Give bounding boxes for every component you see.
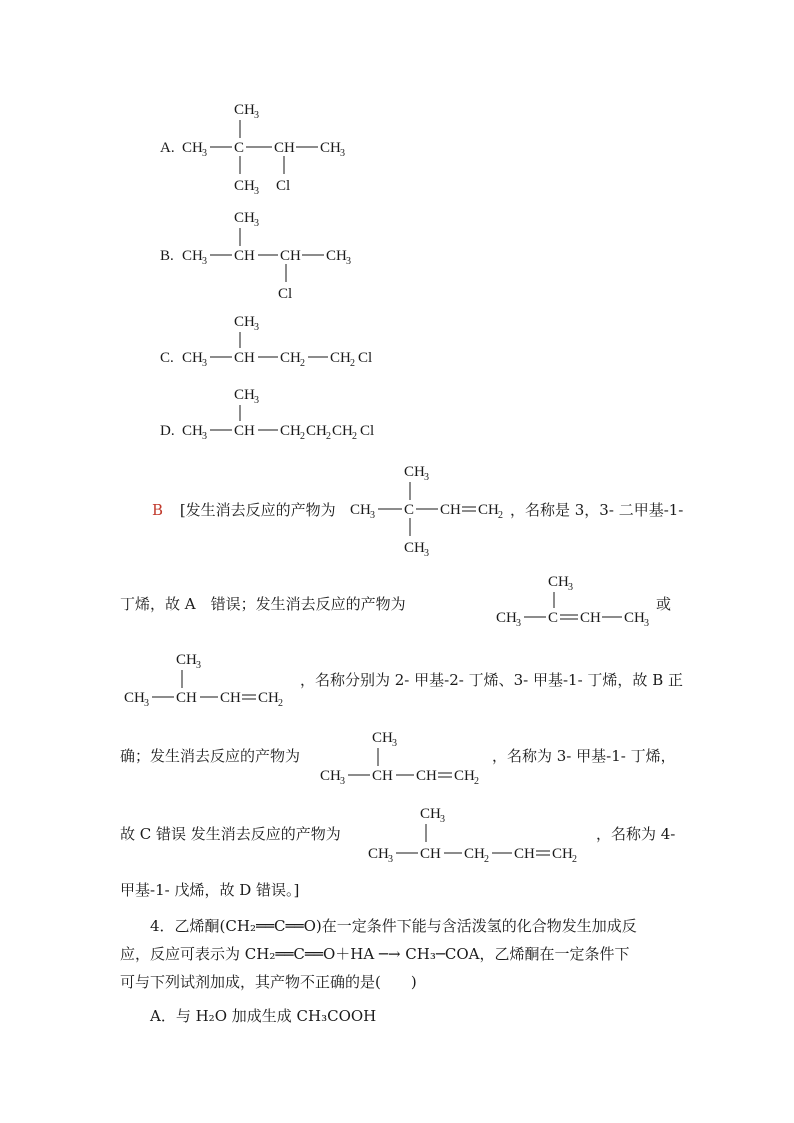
svg-text:CH: CH: [124, 690, 145, 706]
svg-text:3: 3: [424, 548, 429, 559]
svg-text:CH: CH: [330, 350, 351, 366]
svg-text:CH: CH: [258, 690, 279, 706]
answer-line-1-tail: ，名称是 3，3- 二甲基-1-: [510, 501, 684, 519]
svg-text:CH: CH: [306, 423, 327, 439]
answer-line-5: 故 C 错误 发生消去反应的产物为: [120, 825, 341, 843]
svg-text:CH: CH: [350, 502, 371, 518]
svg-text:CH: CH: [496, 610, 517, 626]
svg-text:3: 3: [340, 148, 345, 159]
svg-text:CH: CH: [464, 846, 485, 862]
answer-line-6: 甲基-1- 戊烯，故 D 错误。]: [120, 881, 300, 899]
svg-text:2: 2: [572, 854, 577, 865]
answer-line-4-tail: ，名称为 3- 甲基-1- 丁烯，: [492, 747, 676, 765]
svg-text:CH: CH: [548, 574, 569, 590]
svg-text:2: 2: [350, 358, 355, 369]
svg-text:3: 3: [370, 510, 375, 521]
svg-text:C: C: [234, 140, 245, 156]
svg-text:CH: CH: [234, 210, 255, 226]
svg-text:CH: CH: [234, 102, 255, 118]
svg-text:CH: CH: [176, 652, 197, 668]
svg-text:2: 2: [498, 510, 503, 521]
svg-text:2: 2: [352, 431, 357, 442]
svg-text:CH: CH: [182, 140, 203, 156]
svg-text:CH: CH: [332, 423, 353, 439]
svg-text:CH: CH: [182, 248, 203, 264]
svg-text:C: C: [548, 610, 559, 626]
svg-text:CH: CH: [372, 768, 393, 784]
svg-text:3: 3: [254, 110, 259, 121]
answer-line-5-tail: ，名称为 4-: [596, 825, 676, 843]
svg-text:C: C: [404, 502, 415, 518]
svg-text:2: 2: [484, 854, 489, 865]
svg-text:2: 2: [300, 431, 305, 442]
svg-text:3: 3: [254, 395, 259, 406]
answer-line-3-tail: ，名称分别为 2- 甲基-2- 丁烯、3- 甲基-1- 丁烯，故 B 正: [300, 671, 683, 689]
svg-text:3: 3: [516, 618, 521, 629]
svg-text:CH: CH: [234, 314, 255, 330]
svg-text:CH: CH: [234, 178, 255, 194]
svg-text:3: 3: [424, 472, 429, 483]
svg-text:3: 3: [202, 358, 207, 369]
option-b-formula: [160, 206, 400, 301]
question-4-line-1: 4．乙烯酮(CH₂══C══O)在一定条件下能与含活泼氢的化合物发生加成反: [150, 917, 637, 935]
svg-text:3: 3: [202, 256, 207, 267]
svg-text:CH: CH: [280, 248, 301, 264]
option-d-label: D.: [160, 423, 175, 439]
svg-text:Cl: Cl: [278, 286, 293, 302]
option-c-label: C.: [160, 350, 174, 366]
svg-text:CH: CH: [182, 423, 203, 439]
svg-text:3: 3: [254, 186, 259, 197]
product-5-formula: [368, 802, 598, 865]
svg-text:3: 3: [202, 148, 207, 159]
svg-text:3: 3: [388, 854, 393, 865]
svg-text:CH: CH: [416, 768, 437, 784]
svg-text:3: 3: [202, 431, 207, 442]
svg-text:3: 3: [568, 582, 573, 593]
svg-text:3: 3: [392, 738, 397, 749]
product-2-formula: [496, 568, 666, 628]
answer-line-1-text: [发生消去反应的产物为: [179, 501, 336, 519]
svg-text:CH: CH: [478, 502, 499, 518]
option-a-label: A.: [160, 140, 175, 156]
svg-text:CH: CH: [220, 690, 241, 706]
svg-text:3: 3: [644, 618, 649, 629]
svg-text:CH: CH: [552, 846, 573, 862]
svg-text:CH: CH: [624, 610, 645, 626]
svg-text:3: 3: [340, 776, 345, 787]
svg-text:CH: CH: [372, 730, 393, 746]
option-a-formula: [160, 100, 400, 195]
answer-line-4: 确；发生消去反应的产物为: [120, 747, 301, 765]
svg-text:CH: CH: [420, 846, 441, 862]
svg-text:CH: CH: [234, 248, 255, 264]
question-4-option-a: A．与 H₂O 加成生成 CH₃COOH: [150, 1007, 377, 1025]
svg-text:CH: CH: [326, 248, 347, 264]
svg-text:Cl: Cl: [358, 350, 373, 366]
svg-text:CH: CH: [440, 502, 461, 518]
svg-text:3: 3: [144, 698, 149, 709]
svg-text:2: 2: [474, 776, 479, 787]
svg-text:CH: CH: [368, 846, 389, 862]
answer-line-2-tail: 或: [656, 595, 672, 613]
svg-text:CH: CH: [234, 350, 255, 366]
svg-text:CH: CH: [420, 806, 441, 822]
svg-text:CH: CH: [234, 387, 255, 403]
svg-text:3: 3: [254, 218, 259, 229]
question-4-line-3: 可与下列试剂加成，其产物不正确的是( ): [120, 973, 417, 991]
product-1-formula: [350, 458, 520, 558]
svg-text:CH: CH: [234, 423, 255, 439]
answer-line-2: 丁烯，故 A 错误；发生消去反应的产物为: [120, 595, 406, 613]
svg-text:CH: CH: [280, 423, 301, 439]
svg-text:CH: CH: [280, 350, 301, 366]
svg-text:CH: CH: [176, 690, 197, 706]
svg-text:3: 3: [440, 814, 445, 825]
answer-line-1: [152, 500, 336, 520]
svg-text:CH: CH: [274, 140, 295, 156]
svg-text:CH: CH: [182, 350, 203, 366]
product-3-formula: [124, 648, 304, 708]
svg-text:2: 2: [300, 358, 305, 369]
product-4-formula: [320, 726, 500, 786]
answer-letter: B: [152, 501, 164, 519]
option-d-formula: [160, 383, 420, 443]
svg-text:3: 3: [346, 256, 351, 267]
svg-text:CH: CH: [580, 610, 601, 626]
option-c-formula: [160, 310, 420, 370]
svg-text:CH: CH: [514, 846, 535, 862]
svg-text:Cl: Cl: [360, 423, 375, 439]
svg-text:Cl: Cl: [276, 178, 291, 194]
svg-text:CH: CH: [320, 768, 341, 784]
option-b-label: B.: [160, 248, 174, 264]
svg-text:CH: CH: [404, 540, 425, 556]
svg-text:3: 3: [196, 660, 201, 671]
svg-text:2: 2: [326, 431, 331, 442]
svg-text:3: 3: [254, 322, 259, 333]
question-4-line-2: 应，反应可表示为 CH₂══C══O＋HA ─→ CH₃─COA，乙烯酮在一定条件下: [120, 945, 630, 963]
svg-text:CH: CH: [454, 768, 475, 784]
svg-text:2: 2: [278, 698, 283, 709]
svg-text:CH: CH: [320, 140, 341, 156]
svg-text:CH: CH: [404, 464, 425, 480]
